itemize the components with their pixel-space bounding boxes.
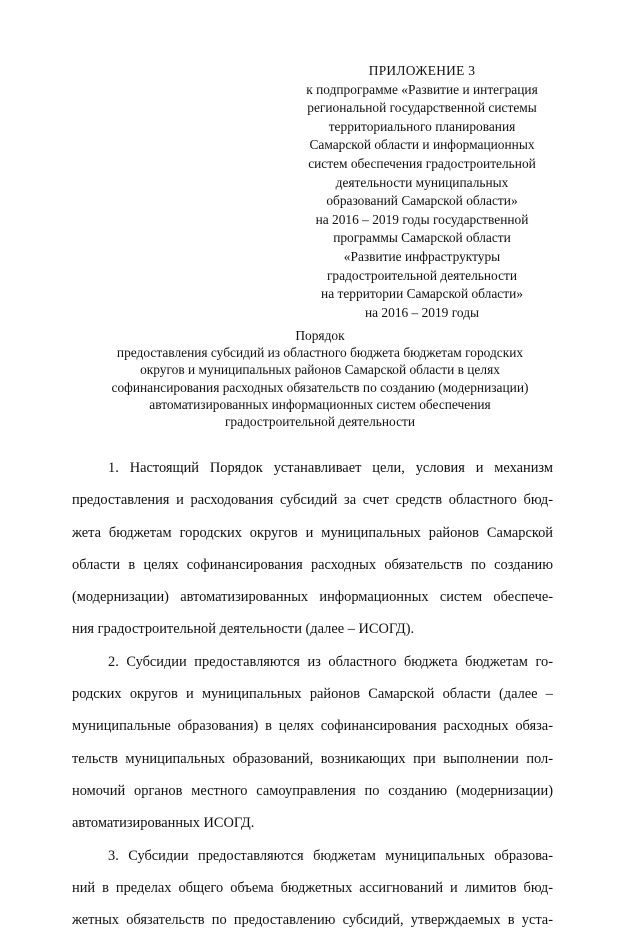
title-line: автоматизированных информационных систем обеспечения (149, 396, 491, 412)
paragraph-line: ний в пределах общего объема бюджетных ассигнований и лимитов бюд- (72, 879, 553, 896)
appendix-line: образований Самарской области» (326, 193, 518, 209)
appendix-heading: ПРИЛОЖЕНИЕ 3 (368, 63, 476, 78)
paragraph-line: (модернизации) автоматизированных информационных систем обеспече- (72, 589, 553, 606)
appendix-line: к подпрограмме «Развитие и интеграция (306, 81, 538, 97)
title-line: софинансирования расходных обязательств по созданию (модернизации) (111, 379, 529, 395)
paragraph-line: родских округов и муниципальных районов Самарской области (далее – (72, 686, 553, 703)
paragraph-line: 3. Субсидии предоставляются бюджетам муниципальных образова- (108, 847, 553, 864)
paragraph-line: жетных обязательств по предоставлению субсидий, утверждаемых в уста- (72, 912, 553, 929)
appendix-line: деятельности муниципальных (335, 174, 509, 190)
title-line: градостроительной деятельности (224, 414, 416, 430)
paragraph-line: муниципальные образования) в целях софинансирования расходных обяза- (72, 718, 553, 735)
appendix-line: на территории Самарской области» (321, 286, 523, 302)
title-line: округов и муниципальных районов Самарской области в целях (140, 362, 500, 378)
appendix-line: на 2016 – 2019 годы государственной (315, 211, 529, 227)
title-line: предоставления субсидий из областного бюджета бюджетам городских (116, 345, 524, 361)
paragraph-line: номочий органов местного самоуправления по созданию (модернизации) (72, 782, 553, 799)
appendix-line: территориального планирования (328, 118, 516, 134)
paragraph-line: предоставления и расходования субсидий за счет средств областного бюд- (72, 492, 553, 509)
appendix-line: региональной государственной системы (307, 100, 537, 116)
paragraph-line: 2. Субсидии предоставляются из областного бюджета бюджетам го- (108, 653, 553, 670)
paragraph-line: ния градостроительной деятельности (далее – ИСОГД). (72, 621, 415, 638)
paragraph-line: тельств муниципальных образований, возникающих при выполнении пол- (72, 750, 553, 767)
paragraph-line: 1. Настоящий Порядок устанавливает цели, условия и механизм (108, 460, 553, 476)
paragraph-line: жета бюджетам городских округов и муниципальных районов Самарской (72, 524, 553, 541)
appendix-header (262, 62, 582, 322)
paragraph-line: автоматизированных ИСОГД. (72, 815, 255, 832)
document-title (60, 327, 580, 430)
paragraph-2 (72, 646, 553, 840)
paragraph-1 (72, 452, 553, 646)
appendix-line: градостроительной деятельности (326, 267, 518, 283)
appendix-line: Самарской области и информационных (309, 137, 535, 153)
appendix-line: программы Самарской области (333, 230, 511, 246)
document-body (72, 452, 553, 936)
appendix-line: систем обеспечения градостроительной (308, 155, 536, 171)
title-heading: Порядок (295, 328, 345, 343)
paragraph-3 (72, 840, 553, 936)
appendix-line: «Развитие инфраструктуры (343, 248, 501, 264)
paragraph-line: области в целях софинансирования расходных обязательств по созданию (72, 556, 553, 573)
appendix-line: на 2016 – 2019 годы (364, 304, 480, 320)
